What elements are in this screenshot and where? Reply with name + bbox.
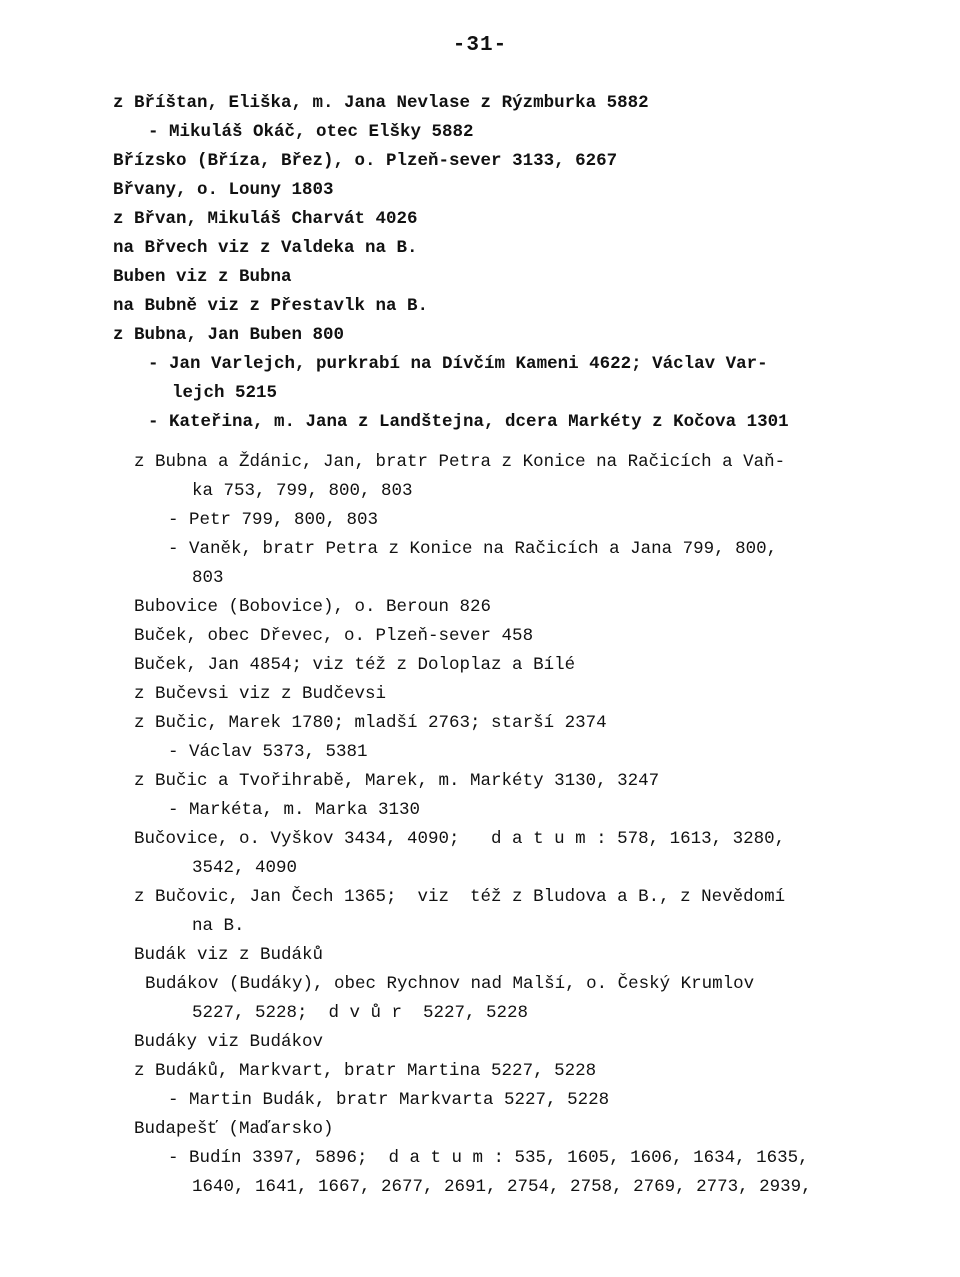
index-line: z Bučovic, Jan Čech 1365; viz též z Bludova a B., z Nevědomí: [134, 887, 786, 907]
index-line: Budáky viz Budákov: [134, 1032, 324, 1052]
index-line: - Petr 799, 800, 803: [168, 510, 379, 530]
index-line: Buček, Jan 4854; viz též z Doloplaz a Bílé: [134, 655, 576, 675]
index-line: na Bubně viz z Přestavlk na B.: [113, 296, 429, 316]
index-line: 5227, 5228; d v ů r 5227, 5228: [192, 1003, 529, 1023]
index-line: z Bubna a Ždánic, Jan, bratr Petra z Konice na Račicích a Vaň-: [134, 452, 786, 472]
index-line: - Mikuláš Okáč, otec Elšky 5882: [148, 122, 474, 142]
index-line: Budákov (Budáky), obec Rychnov nad Malší, o. Český Krumlov: [145, 974, 755, 994]
index-line: 1640, 1641, 1667, 2677, 2691, 2754, 2758, 2769, 2773, 2939,: [192, 1177, 812, 1197]
index-line: 803: [192, 568, 224, 588]
index-line: - Martin Budák, bratr Markvarta 5227, 5228: [168, 1090, 610, 1110]
page-number: -31-: [452, 34, 508, 57]
index-line: Budák viz z Budáků: [134, 945, 324, 965]
index-line: Budapešť (Maďarsko): [134, 1119, 334, 1139]
index-line: Buček, obec Dřevec, o. Plzeň-sever 458: [134, 626, 534, 646]
index-line: z Bříštan, Eliška, m. Jana Nevlase z Rýzmburka 5882: [113, 93, 649, 113]
index-line: - Václav 5373, 5381: [168, 742, 368, 762]
index-line: z Bučevsi viz z Budčevsi: [134, 684, 387, 704]
index-line: z Bubna, Jan Buben 800: [113, 325, 345, 345]
index-line: - Markéta, m. Marka 3130: [168, 800, 421, 820]
index-line: lejch 5215: [172, 383, 278, 403]
index-line: Břízsko (Bříza, Břez), o. Plzeň-sever 3133, 6267: [113, 151, 618, 171]
index-line: ka 753, 799, 800, 803: [192, 481, 413, 501]
index-line: z Bučic, Marek 1780; mladší 2763; starší 2374: [134, 713, 607, 733]
index-line: - Jan Varlejch, purkrabí na Dívčím Kameni 4622; Václav Var-: [148, 354, 768, 374]
index-line: z Bučic a Tvořihrabě, Marek, m. Markéty 3130, 3247: [134, 771, 660, 791]
index-line: z Budáků, Markvart, bratr Martina 5227, 5228: [134, 1061, 597, 1081]
index-line: - Budín 3397, 5896; d a t u m : 535, 1605, 1606, 1634, 1635,: [168, 1148, 809, 1168]
index-line: 3542, 4090: [192, 858, 298, 878]
index-line: Buben viz z Bubna: [113, 267, 292, 287]
index-line: Bubovice (Bobovice), o. Beroun 826: [134, 597, 492, 617]
index-line: Břvany, o. Louny 1803: [113, 180, 334, 200]
index-line: na Břvech viz z Valdeka na B.: [113, 238, 418, 258]
index-line: - Vaněk, bratr Petra z Konice na Račicích a Jana 799, 800,: [168, 539, 778, 559]
index-line: z Břvan, Mikuláš Charvát 4026: [113, 209, 418, 229]
index-line: - Kateřina, m. Jana z Landštejna, dcera Markéty z Kočova 1301: [148, 412, 789, 432]
index-line: na B.: [192, 916, 245, 936]
index-line: Bučovice, o. Vyškov 3434, 4090; d a t u m : 578, 1613, 3280,: [134, 829, 786, 849]
